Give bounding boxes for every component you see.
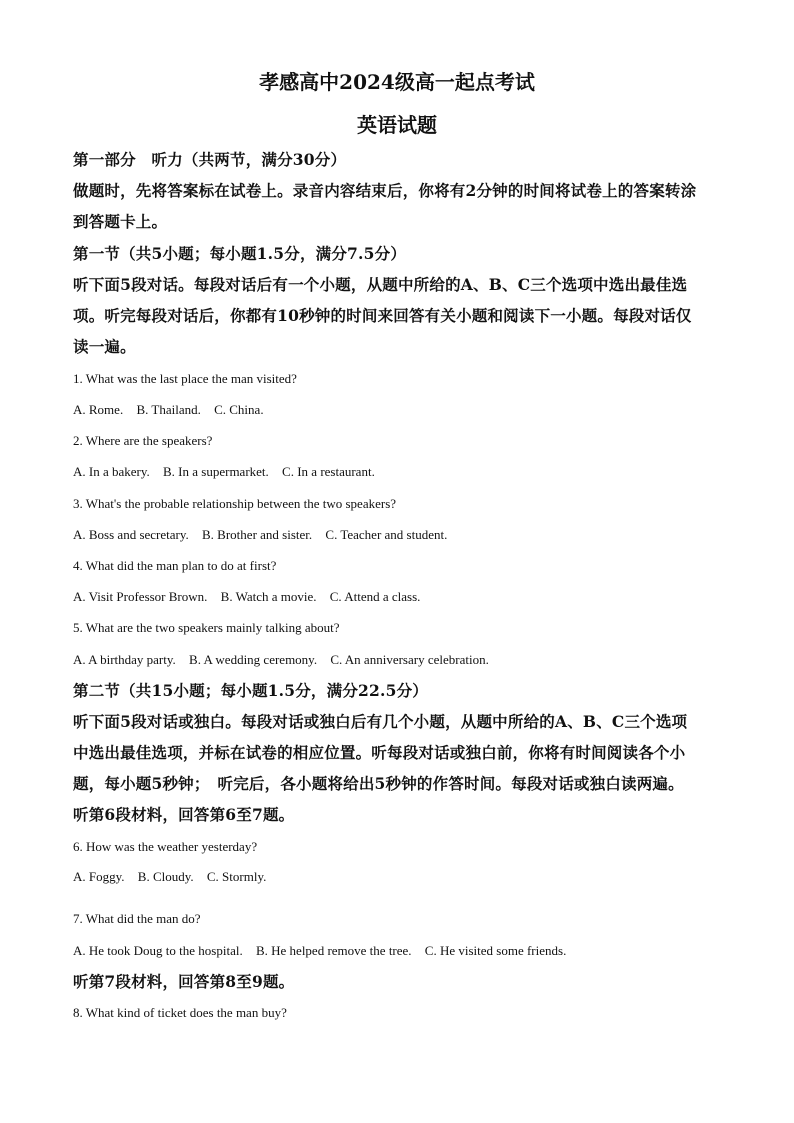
question-5: 5. What are the two speakers mainly talking about?	[73, 620, 340, 635]
question-2-options	[73, 464, 723, 480]
section1-instructions-line-1: 听下面5段对话。每段对话后有一个小题，从题中所给的A、B、C三个选项中选出最佳选	[73, 275, 688, 294]
section1-instructions-line-2: 项。听完每段对话后，你都有10秒钟的时间来回答有关小题和阅读下一小题。每段对话仅	[73, 306, 692, 325]
question-6-options	[73, 869, 723, 885]
option-b: B. A wedding ceremony.	[189, 652, 318, 667]
exam-title: 孝感高中2024级高一起点考试	[259, 70, 535, 94]
part1-heading: 第一部分 听力（共两节，满分30分）	[73, 150, 347, 169]
material-7-heading: 听第7段材料，回答第8至9题。	[73, 972, 295, 991]
option-a: A. Visit Professor Brown.	[73, 589, 208, 604]
option-c: C. China.	[214, 402, 264, 417]
option-b: B. In a supermarket.	[163, 464, 269, 479]
section2-instructions-line-3: 题，每小题5秒钟； 听完后，各小题将给出5秒钟的作答时间。每段对话或独白读两遍。	[73, 774, 684, 793]
option-b: B. Watch a movie.	[220, 589, 317, 604]
option-a: A. He took Doug to the hospital.	[73, 943, 243, 958]
exam-subtitle: 英语试题	[357, 113, 437, 137]
part1-instructions-line-2: 到答题卡上。	[73, 212, 168, 231]
question-4-options	[73, 589, 723, 605]
question-3-options	[73, 527, 723, 543]
option-a: A. A birthday party.	[73, 652, 176, 667]
question-5-options	[73, 652, 723, 668]
question-8: 8. What kind of ticket does the man buy?	[73, 1005, 287, 1020]
option-c: C. An anniversary celebration.	[330, 652, 489, 667]
section1-instructions-line-3: 读一遍。	[73, 337, 136, 356]
material-6-heading: 听第6段材料，回答第6至7题。	[73, 805, 295, 824]
option-b: B. Brother and sister.	[202, 527, 313, 542]
option-c: C. Attend a class.	[329, 589, 421, 604]
section2-heading: 第二节（共15小题；每小题1.5分，满分22.5分）	[73, 681, 428, 700]
option-c: C. He visited some friends.	[424, 943, 567, 958]
option-a: A. Foggy.	[73, 869, 125, 884]
question-7-options	[73, 943, 723, 959]
option-a: A. In a bakery.	[73, 464, 150, 479]
question-1: 1. What was the last place the man visited?	[73, 371, 297, 386]
option-b: B. He helped remove the tree.	[255, 943, 412, 958]
option-a: A. Rome.	[73, 402, 124, 417]
option-c: C. Teacher and student.	[325, 527, 448, 542]
section2-instructions-line-1: 听下面5段对话或独白。每段对话或独白后有几个小题，从题中所给的A、B、C三个选项	[73, 712, 688, 731]
question-7: 7. What did the man do?	[73, 911, 201, 926]
section2-instructions-line-2: 中选出最佳选项，并标在试卷的相应位置。听每段对话或独白前，你将有时间阅读各个小	[73, 743, 686, 762]
question-1-options	[73, 402, 723, 418]
option-b: B. Thailand.	[136, 402, 201, 417]
part1-instructions-line-1: 做题时，先将答案标在试卷上。录音内容结束后，你将有2分钟的时间将试卷上的答案转涂	[73, 181, 697, 200]
question-6: 6. How was the weather yesterday?	[73, 839, 258, 854]
section1-heading: 第一节（共5小题；每小题1.5分，满分7.5分）	[73, 244, 407, 263]
question-3: 3. What's the probable relationship between the two speakers?	[73, 496, 397, 511]
option-c: C. Stormly.	[206, 869, 267, 884]
question-2: 2. Where are the speakers?	[73, 433, 213, 448]
option-c: C. In a restaurant.	[282, 464, 375, 479]
question-4: 4. What did the man plan to do at first?	[73, 558, 277, 573]
option-a: A. Boss and secretary.	[73, 527, 189, 542]
option-b: B. Cloudy.	[137, 869, 194, 884]
